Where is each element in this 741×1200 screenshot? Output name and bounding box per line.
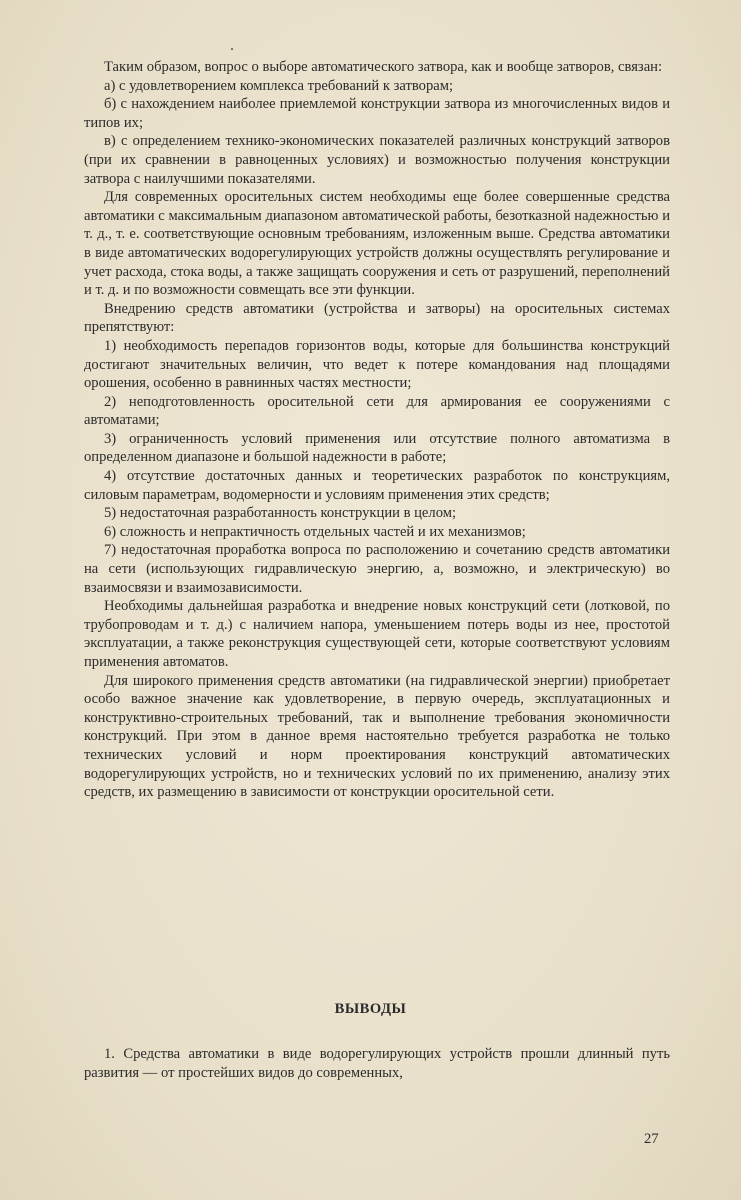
conclusions-text <box>84 1045 670 1082</box>
paragraph-obstacles: Внедрению средств автоматики (устройства и затворы) на оросительных системах препятствуют: <box>84 300 670 336</box>
conclusion-item-1: 1. Средства автоматики в виде водорегулирующих устройств прошли длинный путь развития — от простейших видов до современных, <box>84 1046 670 1081</box>
list-item-5: 5) недостаточная разработанность конструкции в целом; <box>104 505 457 522</box>
paragraph-wide-application: Для широкого применения средств автоматики (на гидравлической энергии) приобретает особо важное значение как удовлетворение, в первую очередь, эксплуатационных и конструктивно-строительных требований, так и выполнение требования экономичности конструкций. При этом в данное время настоятельно требуется разработка не только технических условий и норм проектирования конструкций автоматических водорегулирующих устройств, но и технических условий по их применению, анализу этих средств, их размещению в зависимости от конструкции оросительной сети. <box>84 672 670 801</box>
body-text <box>84 58 670 802</box>
paragraph-modern-systems: Для современных оросительных систем необходимы еще более совершенные средства автоматики с максимальным диапазоном автоматической работы, безотказной надежностью и т. д., т. е. соответствующие основным требованиям, изложенным выше. Средства автоматики в виде автоматических водорегулирующих устройств должны осуществлять регулирование и учет расхода, стока воды, а также защищать сооружения и сеть от разрушений, переполнений и т. д. и по возможности совмещать все эти функции. <box>84 189 670 299</box>
list-item-7: 7) недостаточная проработка вопроса по расположению и сочетанию средств автоматики на сети (использующих гидравлическую энергию, а, возможно, и электрическую) во взаимосвязи и взаимозависимости. <box>84 542 670 596</box>
list-item-1: 1) необходимость перепадов горизонтов воды, которые для большинства конструкций достигают значительных величин, что ведет к потере командования над площадями орошения, особенно в равнинных частях местности; <box>84 337 670 392</box>
list-item-c: в) с определением технико-экономических показателей различных конструкций затворов (при их сравнении в равноценных условиях) и возможностью получения конструкции затвора с наилучшими показателями. <box>84 133 670 187</box>
page-number: 27 <box>644 1131 659 1147</box>
paragraph-intro: Таким образом, вопрос о выборе автоматического затвора, как и вообще затворов, связан: <box>104 59 663 75</box>
list-item-a: а) с удовлетворением комплекса требований к затворам; <box>104 77 454 94</box>
list-item-b: б) с нахождением наиболее приемлемой конструкции затвора из многочисленных видов и типов их; <box>84 96 670 131</box>
print-speck <box>231 48 233 50</box>
list-item-2: 2) неподготовленность оросительной сети для армирования ее сооружениями с автоматами; <box>84 393 670 429</box>
list-item-6: 6) сложность и непрактичность отдельных частей и их механизмов; <box>104 523 526 540</box>
paragraph-further-development: Необходимы дальнейшая разработка и внедрение новых конструкций сети (лотковой, по трубопроводам и т. д.) с наличием напора, уменьшением потерь воды из нее, простотой эксплуатации, а также реконструкция существующей сети, которые соответствуют условиям применения автоматов. <box>84 598 670 670</box>
list-item-4: 4) отсутствие достаточных данных и теоретических разработок по конструкциям, силовым параметрам, водомерности и условиям применения этих средств; <box>84 468 670 503</box>
list-item-3: 3) ограниченность условий применения или отсутствие полного автоматизма в определенном диапазоне и большой надежности в работе; <box>84 430 670 466</box>
section-heading: ВЫВОДЫ <box>334 1001 407 1017</box>
